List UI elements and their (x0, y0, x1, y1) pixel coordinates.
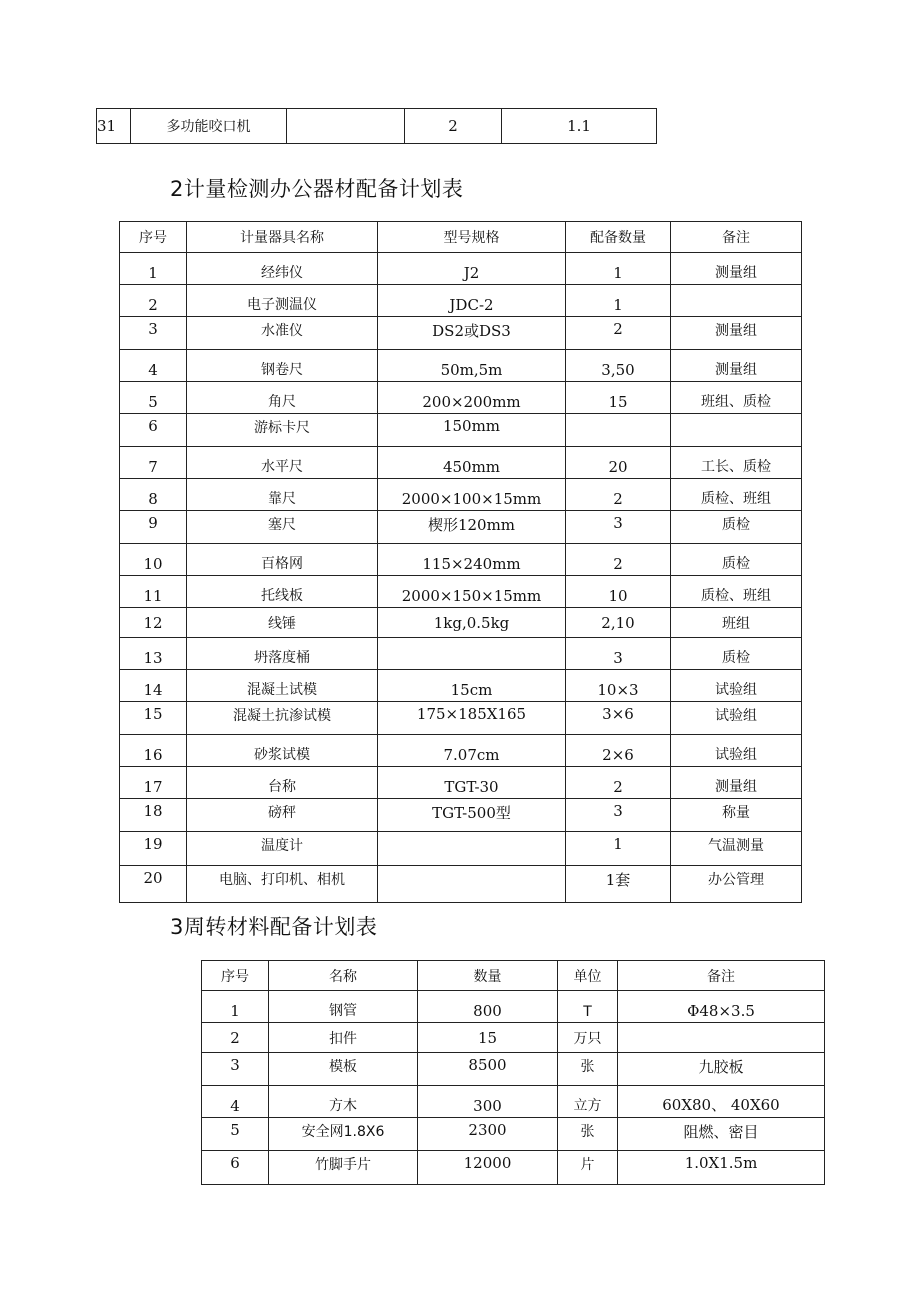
table-cell: 15 (566, 382, 671, 414)
table-cell: 14 (120, 670, 187, 702)
table-cell: 2 (202, 1023, 269, 1053)
table-cell: 3 (202, 1053, 269, 1086)
table-cell: 2300 (418, 1118, 558, 1151)
table-row (120, 511, 802, 544)
table-cell: 50m,5m (378, 350, 566, 382)
table-cell: 11 (120, 576, 187, 608)
table-cell (671, 414, 802, 447)
table-cell: TGT-500型 (378, 799, 566, 832)
table-cell: 坍落度桶 (187, 638, 378, 670)
table-cell: 9 (120, 511, 187, 544)
table-cell: 5 (202, 1118, 269, 1151)
table-cell: 6 (120, 414, 187, 447)
header-row (202, 961, 825, 991)
table-row (120, 799, 802, 832)
table-cell: 2 (566, 317, 671, 350)
table-cell: 托线板 (187, 576, 378, 608)
table-cell: 砂浆试模 (187, 735, 378, 767)
table-cell: 2 (120, 285, 187, 317)
table-cell: 混凝土抗渗试模 (187, 702, 378, 735)
table-cell: 气温测量 (671, 832, 802, 866)
table-row (202, 1023, 825, 1053)
table-cell: 7.07cm (378, 735, 566, 767)
table-cell (378, 832, 566, 866)
table-cell: 3×6 (566, 702, 671, 735)
table-cell: 1 (202, 991, 269, 1023)
table-row (120, 414, 802, 447)
table-cell: 测量组 (671, 350, 802, 382)
table-cell: 20 (120, 866, 187, 903)
table-cell: 磅秤 (187, 799, 378, 832)
table-cell: 13 (120, 638, 187, 670)
table-cell: 17 (120, 767, 187, 799)
table-cell: 质检 (671, 511, 802, 544)
table-row (120, 253, 802, 285)
equipment-table-continued (96, 108, 657, 144)
table-cell: 钢管 (269, 991, 418, 1023)
column-header: 配备数量 (566, 222, 671, 253)
table-cell: 质检 (671, 638, 802, 670)
table-row (120, 350, 802, 382)
table-row (120, 479, 802, 511)
table-cell: 450mm (378, 447, 566, 479)
table-cell: 2 (566, 479, 671, 511)
table-cell: 800 (418, 991, 558, 1023)
table-row (120, 544, 802, 576)
table-row (120, 670, 802, 702)
table-cell (378, 866, 566, 903)
table-cell: 水平尺 (187, 447, 378, 479)
table-row (120, 447, 802, 479)
table-cell: 水准仪 (187, 317, 378, 350)
table-cell: 2×6 (566, 735, 671, 767)
table-row (120, 382, 802, 414)
table-cell: 1套 (566, 866, 671, 903)
table-row (120, 638, 802, 670)
turnover-materials-table (201, 960, 825, 1185)
table-cell: 4 (120, 350, 187, 382)
table-cell: 电子测温仪 (187, 285, 378, 317)
table-cell: 质检 (671, 544, 802, 576)
table-cell (378, 638, 566, 670)
table-row (97, 109, 657, 144)
table-cell: 办公管理 (671, 866, 802, 903)
table-cell: 班组、质检 (671, 382, 802, 414)
table-cell: 阻燃、密目 (618, 1118, 825, 1151)
table-cell: JDC-2 (378, 285, 566, 317)
table-cell: 3 (120, 317, 187, 350)
table-cell: DS2或DS3 (378, 317, 566, 350)
table-cell: 8 (120, 479, 187, 511)
table-cell: 立方 (558, 1086, 618, 1118)
table-cell: 1 (566, 832, 671, 866)
column-header: 备注 (671, 222, 802, 253)
table-cell: 线锤 (187, 608, 378, 638)
table-cell: 18 (120, 799, 187, 832)
table-cell: 2000×150×15mm (378, 576, 566, 608)
table-cell: 4 (202, 1086, 269, 1118)
table-cell: 万只 (558, 1023, 618, 1053)
table-cell: 九胶板 (618, 1053, 825, 1086)
table-cell: 60X80、 40X60 (618, 1086, 825, 1118)
table-cell: Φ48×3.5 (618, 991, 825, 1023)
table-row (120, 576, 802, 608)
column-header: 名称 (269, 961, 418, 991)
table-cell: 温度计 (187, 832, 378, 866)
table-cell: 角尺 (187, 382, 378, 414)
table-cell: 质检、班组 (671, 479, 802, 511)
table-cell: 1 (120, 253, 187, 285)
model-spec (287, 109, 405, 144)
table-cell: 175×185X165 (378, 702, 566, 735)
column-header: 序号 (120, 222, 187, 253)
table-cell: 115×240mm (378, 544, 566, 576)
table-cell: 1.0X1.5m (618, 1151, 825, 1185)
quantity: 2 (405, 109, 502, 144)
table-row (120, 608, 802, 638)
table-cell: 张 (558, 1053, 618, 1086)
table-cell: 2,10 (566, 608, 671, 638)
table-cell: 19 (120, 832, 187, 866)
column-header: 型号规格 (378, 222, 566, 253)
table-cell: 质检、班组 (671, 576, 802, 608)
metrology-table (119, 221, 802, 903)
column-header: 序号 (202, 961, 269, 991)
table-cell: 5 (120, 382, 187, 414)
table-cell: 经纬仪 (187, 253, 378, 285)
table-cell (671, 285, 802, 317)
table-cell: 10×3 (566, 670, 671, 702)
table-cell: 片 (558, 1151, 618, 1185)
column-header: 单位 (558, 961, 618, 991)
table-cell: 测量组 (671, 253, 802, 285)
table-row (202, 1151, 825, 1185)
table-cell: 2 (566, 544, 671, 576)
table-row (120, 317, 802, 350)
table-row (120, 767, 802, 799)
table-cell: 1 (566, 285, 671, 317)
table-cell: 16 (120, 735, 187, 767)
column-header: 备注 (618, 961, 825, 991)
extra-value: 1.1 (502, 109, 657, 144)
table-cell: TGT-30 (378, 767, 566, 799)
table-row (120, 702, 802, 735)
table-cell: 电脑、打印机、相机 (187, 866, 378, 903)
table-row (120, 866, 802, 903)
table-cell: 2000×100×15mm (378, 479, 566, 511)
table-cell: 模板 (269, 1053, 418, 1086)
table-cell: 2 (566, 767, 671, 799)
table-cell (618, 1023, 825, 1053)
table-cell: 混凝土试模 (187, 670, 378, 702)
table-cell: 楔形120mm (378, 511, 566, 544)
table-cell: 安全网1.8X6 (269, 1118, 418, 1151)
table-cell: 12000 (418, 1151, 558, 1185)
table-cell: J2 (378, 253, 566, 285)
table-cell: 10 (566, 576, 671, 608)
table-cell: 台称 (187, 767, 378, 799)
table-cell: 扣件 (269, 1023, 418, 1053)
table-cell: 称量 (671, 799, 802, 832)
table-cell: 3 (566, 638, 671, 670)
table-cell: 300 (418, 1086, 558, 1118)
table-cell: 10 (120, 544, 187, 576)
table-cell: 方木 (269, 1086, 418, 1118)
table-row (120, 735, 802, 767)
table-cell: 测量组 (671, 767, 802, 799)
table-cell: 竹脚手片 (269, 1151, 418, 1185)
table-row (202, 1086, 825, 1118)
table-cell: 工长、质检 (671, 447, 802, 479)
table-cell: 12 (120, 608, 187, 638)
table-cell: 钢卷尺 (187, 350, 378, 382)
section-title-turnover: 3周转材料配备计划表 (170, 915, 378, 939)
table-row (202, 991, 825, 1023)
table-cell: 试验组 (671, 735, 802, 767)
table-cell: 3 (566, 799, 671, 832)
table-cell: 靠尺 (187, 479, 378, 511)
table-cell: 200×200mm (378, 382, 566, 414)
table-cell: 150mm (378, 414, 566, 447)
column-header: 计量器具名称 (187, 222, 378, 253)
table-cell: 1 (566, 253, 671, 285)
table-cell: 20 (566, 447, 671, 479)
section-title-metrology: 2计量检测办公器材配备计划表 (170, 177, 464, 201)
table-row (120, 285, 802, 317)
table-cell: 张 (558, 1118, 618, 1151)
table-cell: 试验组 (671, 670, 802, 702)
table-cell: 游标卡尺 (187, 414, 378, 447)
equipment-name: 多功能咬口机 (131, 109, 287, 144)
table-cell: 15 (120, 702, 187, 735)
table-cell: 班组 (671, 608, 802, 638)
row-number: 31 (97, 109, 131, 144)
table-row (202, 1118, 825, 1151)
table-row (202, 1053, 825, 1086)
table-cell: 6 (202, 1151, 269, 1185)
table-cell: 3,50 (566, 350, 671, 382)
table-cell: 百格网 (187, 544, 378, 576)
table-cell: 1kg,0.5kg (378, 608, 566, 638)
table-row (120, 832, 802, 866)
table-cell: 试验组 (671, 702, 802, 735)
column-header: 数量 (418, 961, 558, 991)
table-cell: 8500 (418, 1053, 558, 1086)
table-cell: 7 (120, 447, 187, 479)
table-cell: 塞尺 (187, 511, 378, 544)
table-cell: T (558, 991, 618, 1023)
table-cell: 15cm (378, 670, 566, 702)
table-cell (566, 414, 671, 447)
table-cell: 3 (566, 511, 671, 544)
header-row (120, 222, 802, 253)
table-cell: 15 (418, 1023, 558, 1053)
table-cell: 测量组 (671, 317, 802, 350)
